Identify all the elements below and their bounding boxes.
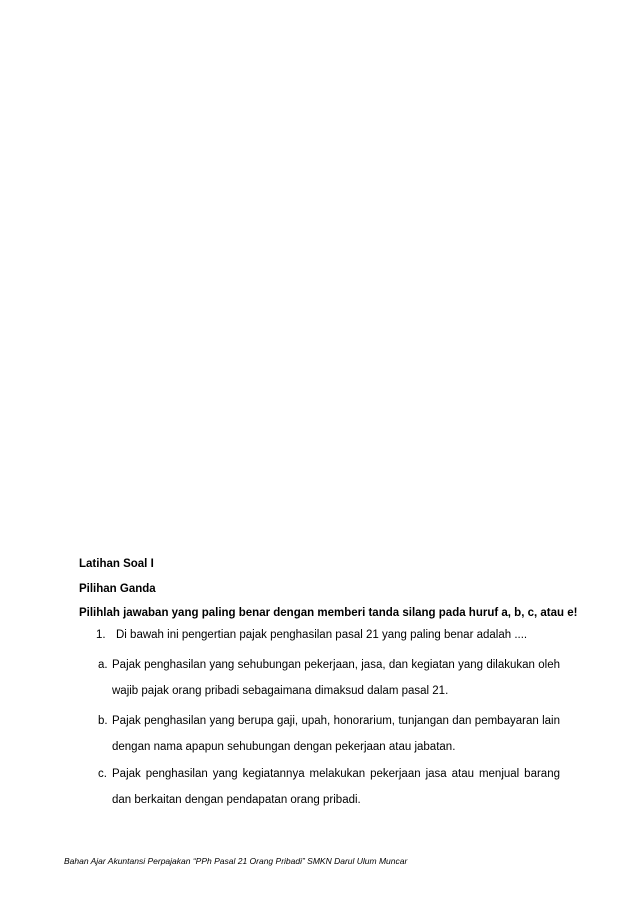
option-a (98, 652, 560, 704)
page-footer: Bahan Ajar Akuntansi Perpajakan “PPh Pasal 21 Orang Pribadi” SMKN Darul Ulum Muncar (64, 856, 408, 866)
option-text: Pajak penghasilan yang kegiatannya melakukan pekerjaan jasa atau menjual barang dan berkaitan dengan pendapatan orang pribadi. (112, 768, 560, 806)
option-letter: c. (98, 768, 107, 780)
option-text: Pajak penghasilan yang sehubungan pekerjaan, jasa, dan kegiatan yang dilakukan oleh wajib pajak orang pribadi sebagaimana dimaksud dalam pasal 21. (112, 659, 560, 697)
question-1 (96, 628, 527, 642)
option-c (98, 761, 560, 813)
section-title: Latihan Soal I (79, 558, 154, 570)
question-text: Di bawah ini pengertian pajak penghasilan pasal 21 yang paling benar adalah .... (116, 629, 528, 641)
instruction-text: Pilihlah jawaban yang paling benar dengan memberi tanda silang pada huruf a, b, c, atau e! (79, 607, 578, 619)
option-b (98, 708, 560, 760)
option-text: Pajak penghasilan yang berupa gaji, upah, honorarium, tunjangan dan pembayaran lain dengan nama apapun sehubungan dengan pekerjaan atau jabatan. (112, 715, 560, 753)
option-letter: b. (98, 715, 108, 727)
subsection-title: Pilihan Ganda (79, 583, 156, 595)
question-number: 1. (96, 629, 106, 641)
option-letter: a. (98, 659, 108, 671)
